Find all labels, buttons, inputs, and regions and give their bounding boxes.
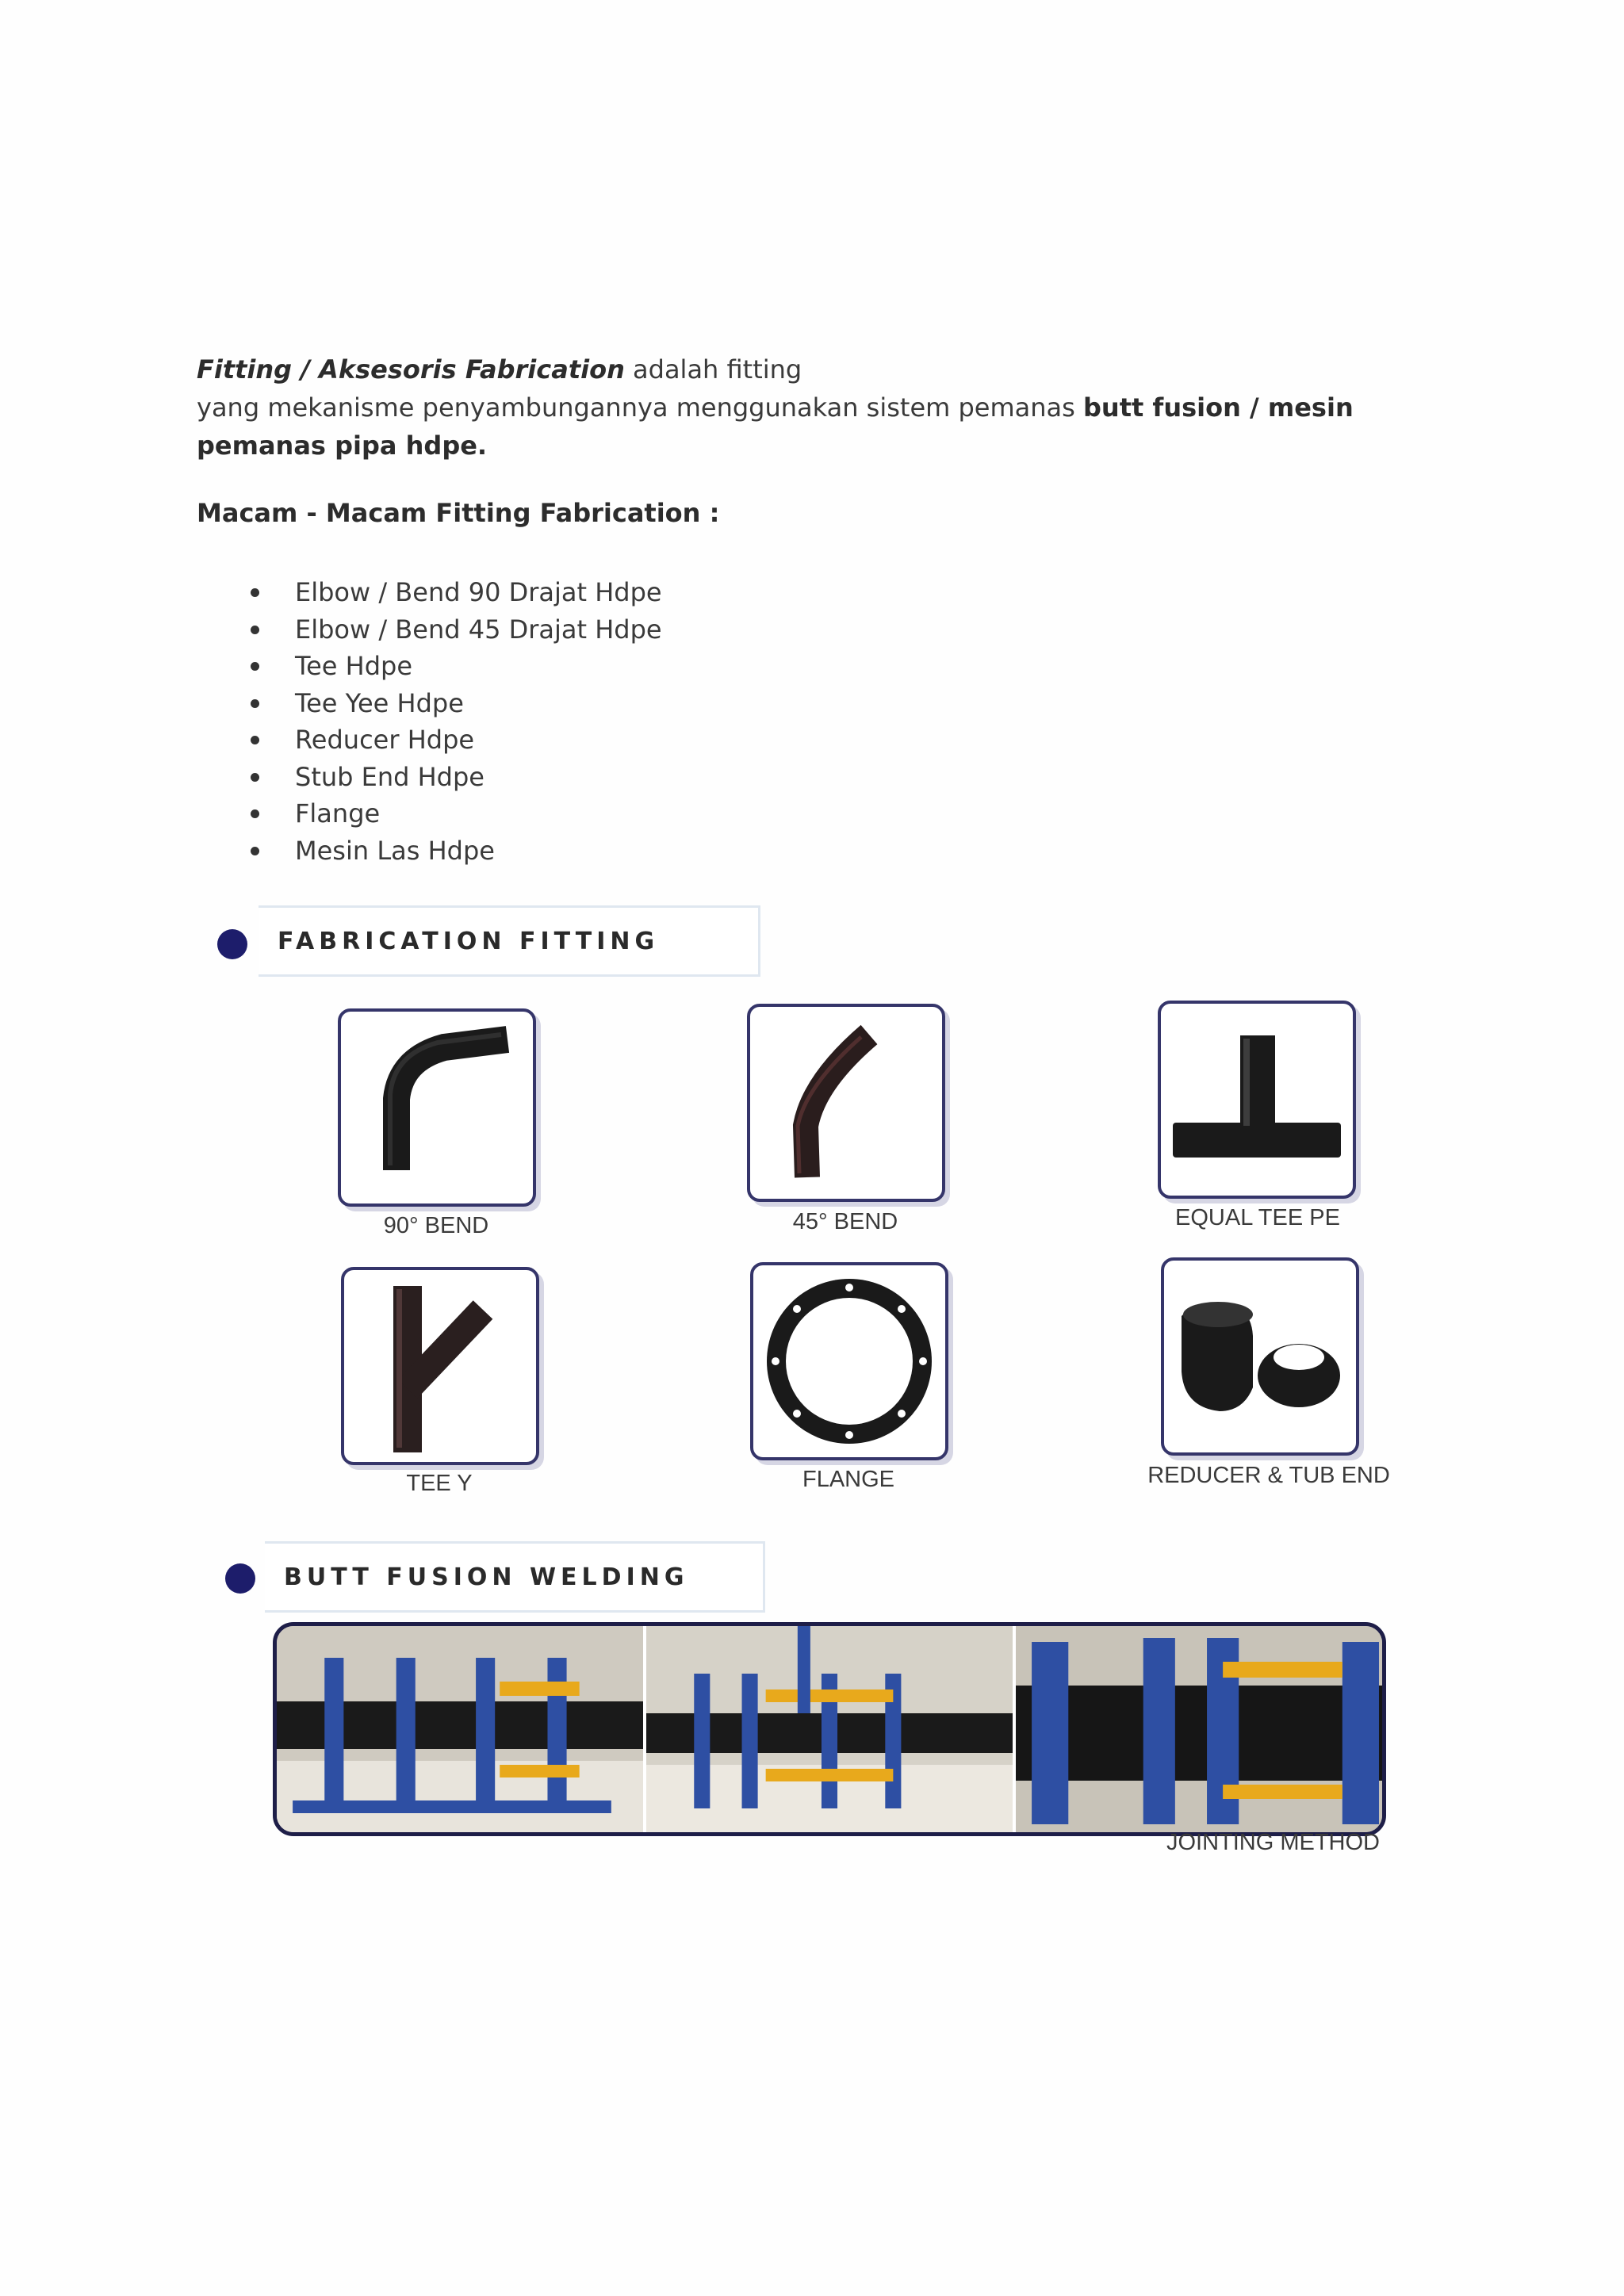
list-heading: Macam - Macam Fitting Fabrication : bbox=[197, 498, 720, 528]
list-item: Tee Yee Hdpe bbox=[295, 685, 662, 722]
list-item: Flange bbox=[295, 795, 662, 832]
tee-y-icon bbox=[344, 1270, 536, 1462]
elbow-45-icon bbox=[750, 1007, 942, 1199]
product-tile-90-bend bbox=[338, 1008, 536, 1207]
list-item: Elbow / Bend 45 Drajat Hdpe bbox=[295, 611, 662, 649]
product-tile-45-bend bbox=[747, 1004, 945, 1202]
product-label: FLANGE bbox=[802, 1467, 895, 1492]
list-item: Elbow / Bend 90 Drajat Hdpe bbox=[295, 574, 662, 611]
product-tile-reducer bbox=[1161, 1257, 1359, 1456]
list-item: Stub End Hdpe bbox=[295, 759, 662, 796]
butt-fusion-banner bbox=[265, 1541, 765, 1613]
product-tile-tee-y bbox=[341, 1267, 539, 1465]
product-tile-flange bbox=[750, 1262, 948, 1460]
intro-line2-bold: butt fusion / mesin pemanas pipa hdpe. bbox=[197, 392, 1354, 461]
equal-tee-icon bbox=[1161, 1004, 1353, 1196]
section-bullet-icon bbox=[225, 1563, 255, 1594]
product-label: REDUCER & TUB END bbox=[1147, 1463, 1390, 1488]
intro-paragraph bbox=[197, 350, 1402, 465]
welding-machine-photo bbox=[1016, 1626, 1382, 1832]
reducer-icon bbox=[1164, 1261, 1356, 1452]
section-bullet-icon bbox=[217, 929, 247, 959]
welding-machine-photo bbox=[277, 1626, 646, 1832]
product-label: 45° BEND bbox=[792, 1209, 898, 1234]
fitting-type-list bbox=[295, 574, 662, 869]
product-tile-equal-tee bbox=[1158, 1001, 1356, 1199]
intro-line2: yang mekanisme penyambungannya menggunakan sistem pemanas bbox=[197, 392, 1083, 423]
elbow-90-icon bbox=[341, 1012, 533, 1203]
section-title: FABRICATION FITTING bbox=[278, 927, 660, 955]
product-label: EQUAL TEE PE bbox=[1175, 1205, 1340, 1230]
welding-machine-photo bbox=[646, 1626, 1016, 1832]
product-label: TEE Y bbox=[406, 1471, 473, 1496]
butt-fusion-photo-strip bbox=[273, 1622, 1386, 1836]
flange-icon bbox=[753, 1265, 945, 1457]
intro-lead-rest: adalah fitting bbox=[624, 354, 802, 385]
list-item: Mesin Las Hdpe bbox=[295, 832, 662, 870]
product-label: 90° BEND bbox=[383, 1213, 489, 1238]
fabrication-fitting-banner bbox=[259, 905, 760, 977]
list-item: Tee Hdpe bbox=[295, 648, 662, 685]
list-item: Reducer Hdpe bbox=[295, 721, 662, 759]
intro-lead-term: Fitting / Aksesoris Fabrication bbox=[197, 354, 625, 385]
photo-caption: JOINTING METHOD bbox=[1166, 1830, 1380, 1855]
section-title: BUTT FUSION WELDING bbox=[284, 1563, 689, 1591]
